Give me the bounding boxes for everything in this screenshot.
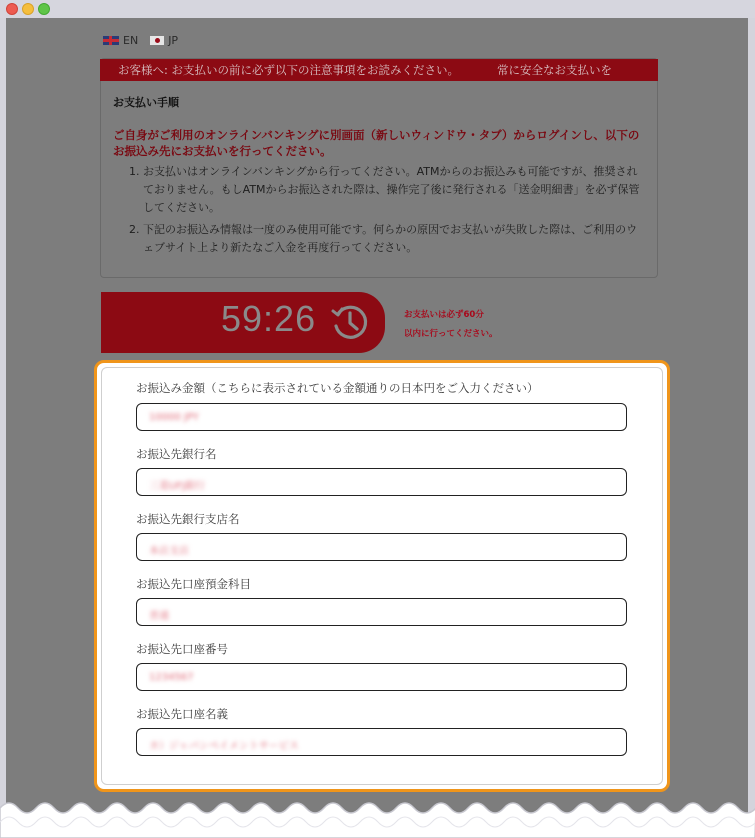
countdown-time: 59:26 [221, 298, 317, 339]
bank-name-value: 三菱UFJ銀行 [149, 481, 206, 492]
amount-value: 10000 JPY [149, 412, 199, 423]
amount-label: お振込み金額（こちらに表示されている金額通りの日本円をご入力ください） [136, 381, 539, 395]
notice-banner-text: お客様へ: お支払いの前に必ず以下の注意事項をお読みください。 [118, 63, 460, 77]
notice-banner-scroll-text: 常に安全なお支払いを [497, 63, 613, 77]
account-holder-label: お振込先口座名義 [136, 707, 228, 721]
amount-field[interactable] [136, 403, 627, 431]
language-en-label: EN [123, 34, 139, 47]
account-number-field[interactable] [136, 663, 627, 691]
japan-flag-icon [150, 36, 164, 45]
notice-step [129, 163, 647, 217]
account-number-label: お振込先口座番号 [136, 642, 228, 656]
bank-name-label: お振込先銀行名 [136, 447, 217, 461]
notice-steps-list [129, 163, 647, 261]
notice-step-number: 2. [129, 223, 140, 236]
account-type-value: 普通 [149, 611, 169, 622]
countdown-timer-bar [101, 292, 385, 353]
timer-note-line: 以内に行ってください。 [404, 329, 498, 339]
language-jp-label: JP [168, 34, 179, 47]
maximize-window-button[interactable] [38, 3, 50, 15]
close-window-button[interactable] [6, 3, 18, 15]
payment-notice-box [100, 58, 658, 278]
minimize-window-button[interactable] [22, 3, 34, 15]
timer-note [404, 306, 498, 344]
window-titlebar [0, 0, 755, 18]
notice-heading: お支払い手順 [113, 96, 179, 109]
uk-flag-icon [103, 36, 119, 45]
notice-step-number: 1. [129, 165, 140, 178]
transfer-details-panel [101, 367, 663, 785]
account-holder-field[interactable] [136, 728, 627, 756]
transfer-details-form [94, 360, 670, 792]
notice-step [129, 221, 647, 257]
branch-name-value: 本店支店 [149, 546, 189, 557]
language-switcher [103, 34, 178, 47]
language-jp-link[interactable] [150, 34, 178, 47]
page-viewport [6, 18, 748, 818]
account-number-value: 1234567 [149, 672, 194, 683]
bank-name-field[interactable] [136, 468, 627, 496]
notice-banner [100, 59, 658, 81]
history-clock-icon [330, 302, 370, 342]
account-type-field[interactable] [136, 598, 627, 626]
account-type-label: お振込先口座預金科目 [136, 577, 251, 591]
notice-step-text: 下記のお振込み情報は一度のみ使用可能です。何らかの原因でお支払いが失敗した際は、ご利用のウェブサイト上より新たなご入金を再度行ってください。 [143, 223, 638, 254]
account-holder-value: カ）ジャパンペイメントサービス [149, 741, 299, 752]
notice-step-text: お支払いはオンラインバンキングから行ってください。ATMからのお振込みも可能ですが、推奨されておりません。もしATMからお振込された際は、操作完了後に発行される「送金明細書」を必ず保管してください。 [143, 165, 640, 214]
torn-edge-decoration [0, 794, 755, 838]
language-en-link[interactable] [103, 34, 138, 47]
branch-name-label: お振込先銀行支店名 [136, 512, 240, 526]
timer-note-line: お支払いは必ず60分 [404, 310, 484, 320]
notice-warning: ご自身がご利用のオンラインバンキングに別画面（新しいウィンドウ・タブ）からログインし、以下のお振込み先にお支払いを行ってください。 [113, 128, 640, 158]
branch-name-field[interactable] [136, 533, 627, 561]
